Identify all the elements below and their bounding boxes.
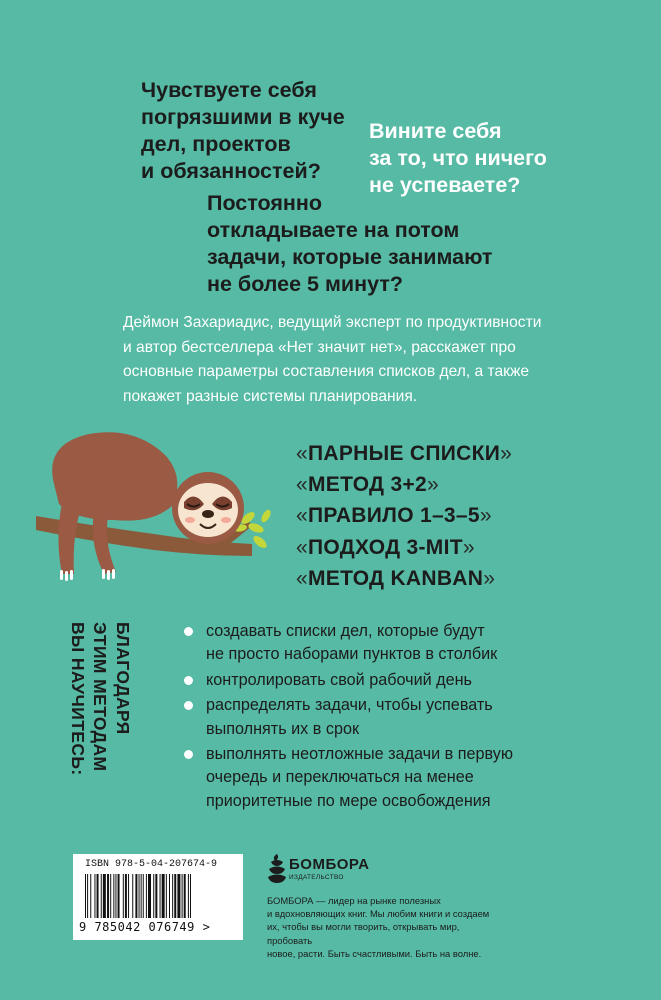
publisher-subtitle: ИЗДАТЕЛЬСТВО — [289, 874, 344, 881]
method-item — [296, 500, 512, 531]
learn-item-text: распределять задачи, чтобы успевать выполнять их в срок — [206, 696, 493, 738]
sloth-illustration — [34, 424, 274, 596]
barcode-bar — [169, 874, 170, 918]
barcode-bar — [115, 874, 116, 918]
question-overwhelmed: Чувствуете себя погрязшими в куче дел, проектов и обязанностей? — [141, 78, 345, 183]
barcode-bar — [182, 874, 183, 918]
barcode-bar — [87, 874, 88, 918]
barcode-bar — [85, 874, 86, 918]
barcode-bar — [177, 874, 180, 918]
barcode-bar — [162, 874, 165, 918]
method-item — [296, 438, 512, 469]
quote-close: » — [500, 442, 513, 465]
learn-item — [184, 743, 634, 813]
learn-list — [184, 620, 634, 815]
quote-close: » — [462, 535, 475, 559]
book-description: Деймон Захариадис, ведущий эксперт по продуктивности и автор бестселлера «Нет значит нет», расскажет про основные параметры составления списков дел, а также покажет разные системы планирования. — [123, 314, 542, 405]
barcode-bar — [172, 874, 173, 918]
barcode-bar — [184, 874, 186, 918]
method-item — [296, 469, 512, 500]
barcode-bar — [118, 874, 120, 918]
barcode-bar — [101, 874, 102, 918]
quote-open: « — [296, 504, 308, 528]
quote-open: « — [296, 566, 308, 590]
quote-close: » — [426, 473, 439, 497]
sloth-face — [172, 472, 244, 544]
learn-item — [184, 620, 634, 667]
learn-item-text: контролировать свой рабочий день — [206, 670, 472, 689]
barcode-bar — [143, 874, 144, 918]
publisher-name: БОМБОРА — [289, 856, 370, 873]
quote-open: « — [296, 473, 308, 497]
learn-item — [184, 694, 634, 741]
barcode-bar — [160, 874, 161, 918]
barcode-bar — [94, 874, 95, 918]
quote-open: « — [296, 535, 308, 559]
publisher-logo — [268, 853, 448, 893]
barcode-bar — [139, 874, 140, 918]
ean-digits: 9 785042 076749 > — [79, 920, 211, 934]
isbn-number: ISBN 978-5-04-207674-9 — [85, 859, 218, 870]
method-item — [296, 563, 512, 594]
method-item — [296, 532, 512, 563]
barcode-bar — [107, 874, 109, 918]
barcode-panel — [73, 854, 243, 940]
learn-item — [184, 669, 634, 692]
learn-item-text: выполнять неотложные задачи в первую очередь и переключаться на менее приоритетные по мере освобождения — [206, 745, 513, 810]
quote-close: » — [483, 566, 496, 590]
barcode-bar — [125, 874, 127, 918]
barcode-bar — [103, 874, 106, 918]
bombora-logo-icon — [268, 853, 286, 887]
learn-heading: БЛАГОДАРЯ ЭТИМ МЕТОДАМ ВЫ НАУЧИТЕСЬ: — [67, 622, 133, 776]
method-name: ПАРНЫЕ СПИСКИ — [307, 442, 501, 465]
barcode-bar — [153, 874, 154, 918]
publisher-blurb: БОМБОРА — лидер на рынке полезных и вдохновляющих книг. Мы любим книги и создаем их, чтобы вы могли творить, открывать мир, пробовать новое, расти. Быть счастливыми. Быть на волне. — [267, 895, 490, 959]
barcode-bar — [174, 874, 176, 918]
barcode-bar — [132, 874, 133, 918]
method-name: МЕТОД KANBAN — [307, 566, 484, 590]
bullet-icon — [184, 676, 193, 685]
barcode-bar — [148, 874, 151, 918]
method-name: МЕТОД 3+2 — [307, 473, 427, 497]
learn-heading-box — [62, 622, 138, 808]
barcode-bar — [90, 874, 91, 918]
barcode-bar — [135, 874, 137, 918]
barcode-bar — [113, 874, 114, 918]
quote-close: » — [479, 504, 492, 528]
barcode-bars — [85, 874, 231, 920]
method-name: ПРАВИЛО 1–3–5 — [307, 504, 480, 528]
learn-item-text: создавать списки дел, которые будут не просто наборами пунктов в столбик — [206, 622, 498, 664]
barcode-bar — [97, 874, 99, 918]
barcode-bar — [146, 874, 147, 918]
barcode-bar — [123, 874, 124, 918]
question-guilt: Вините себя за то, что ничего не успеваете? — [369, 119, 547, 197]
bullet-icon — [184, 701, 193, 710]
bullet-icon — [184, 750, 193, 759]
bullet-icon — [184, 627, 193, 636]
barcode-bar — [141, 874, 142, 918]
barcode-bar — [155, 874, 157, 918]
question-procrastination: Постоянно откладываете на потом задачи, которые занимают не более 5 минут? — [207, 191, 493, 296]
method-name: ПОДХОД 3-MIT — [307, 535, 463, 559]
barcode-bar — [188, 874, 189, 918]
barcode-bar — [166, 874, 167, 918]
barcode-bar — [110, 874, 111, 918]
barcode-bar — [190, 874, 191, 918]
quote-open: « — [296, 442, 308, 465]
barcode-bar — [128, 874, 129, 918]
methods-list — [296, 438, 512, 594]
